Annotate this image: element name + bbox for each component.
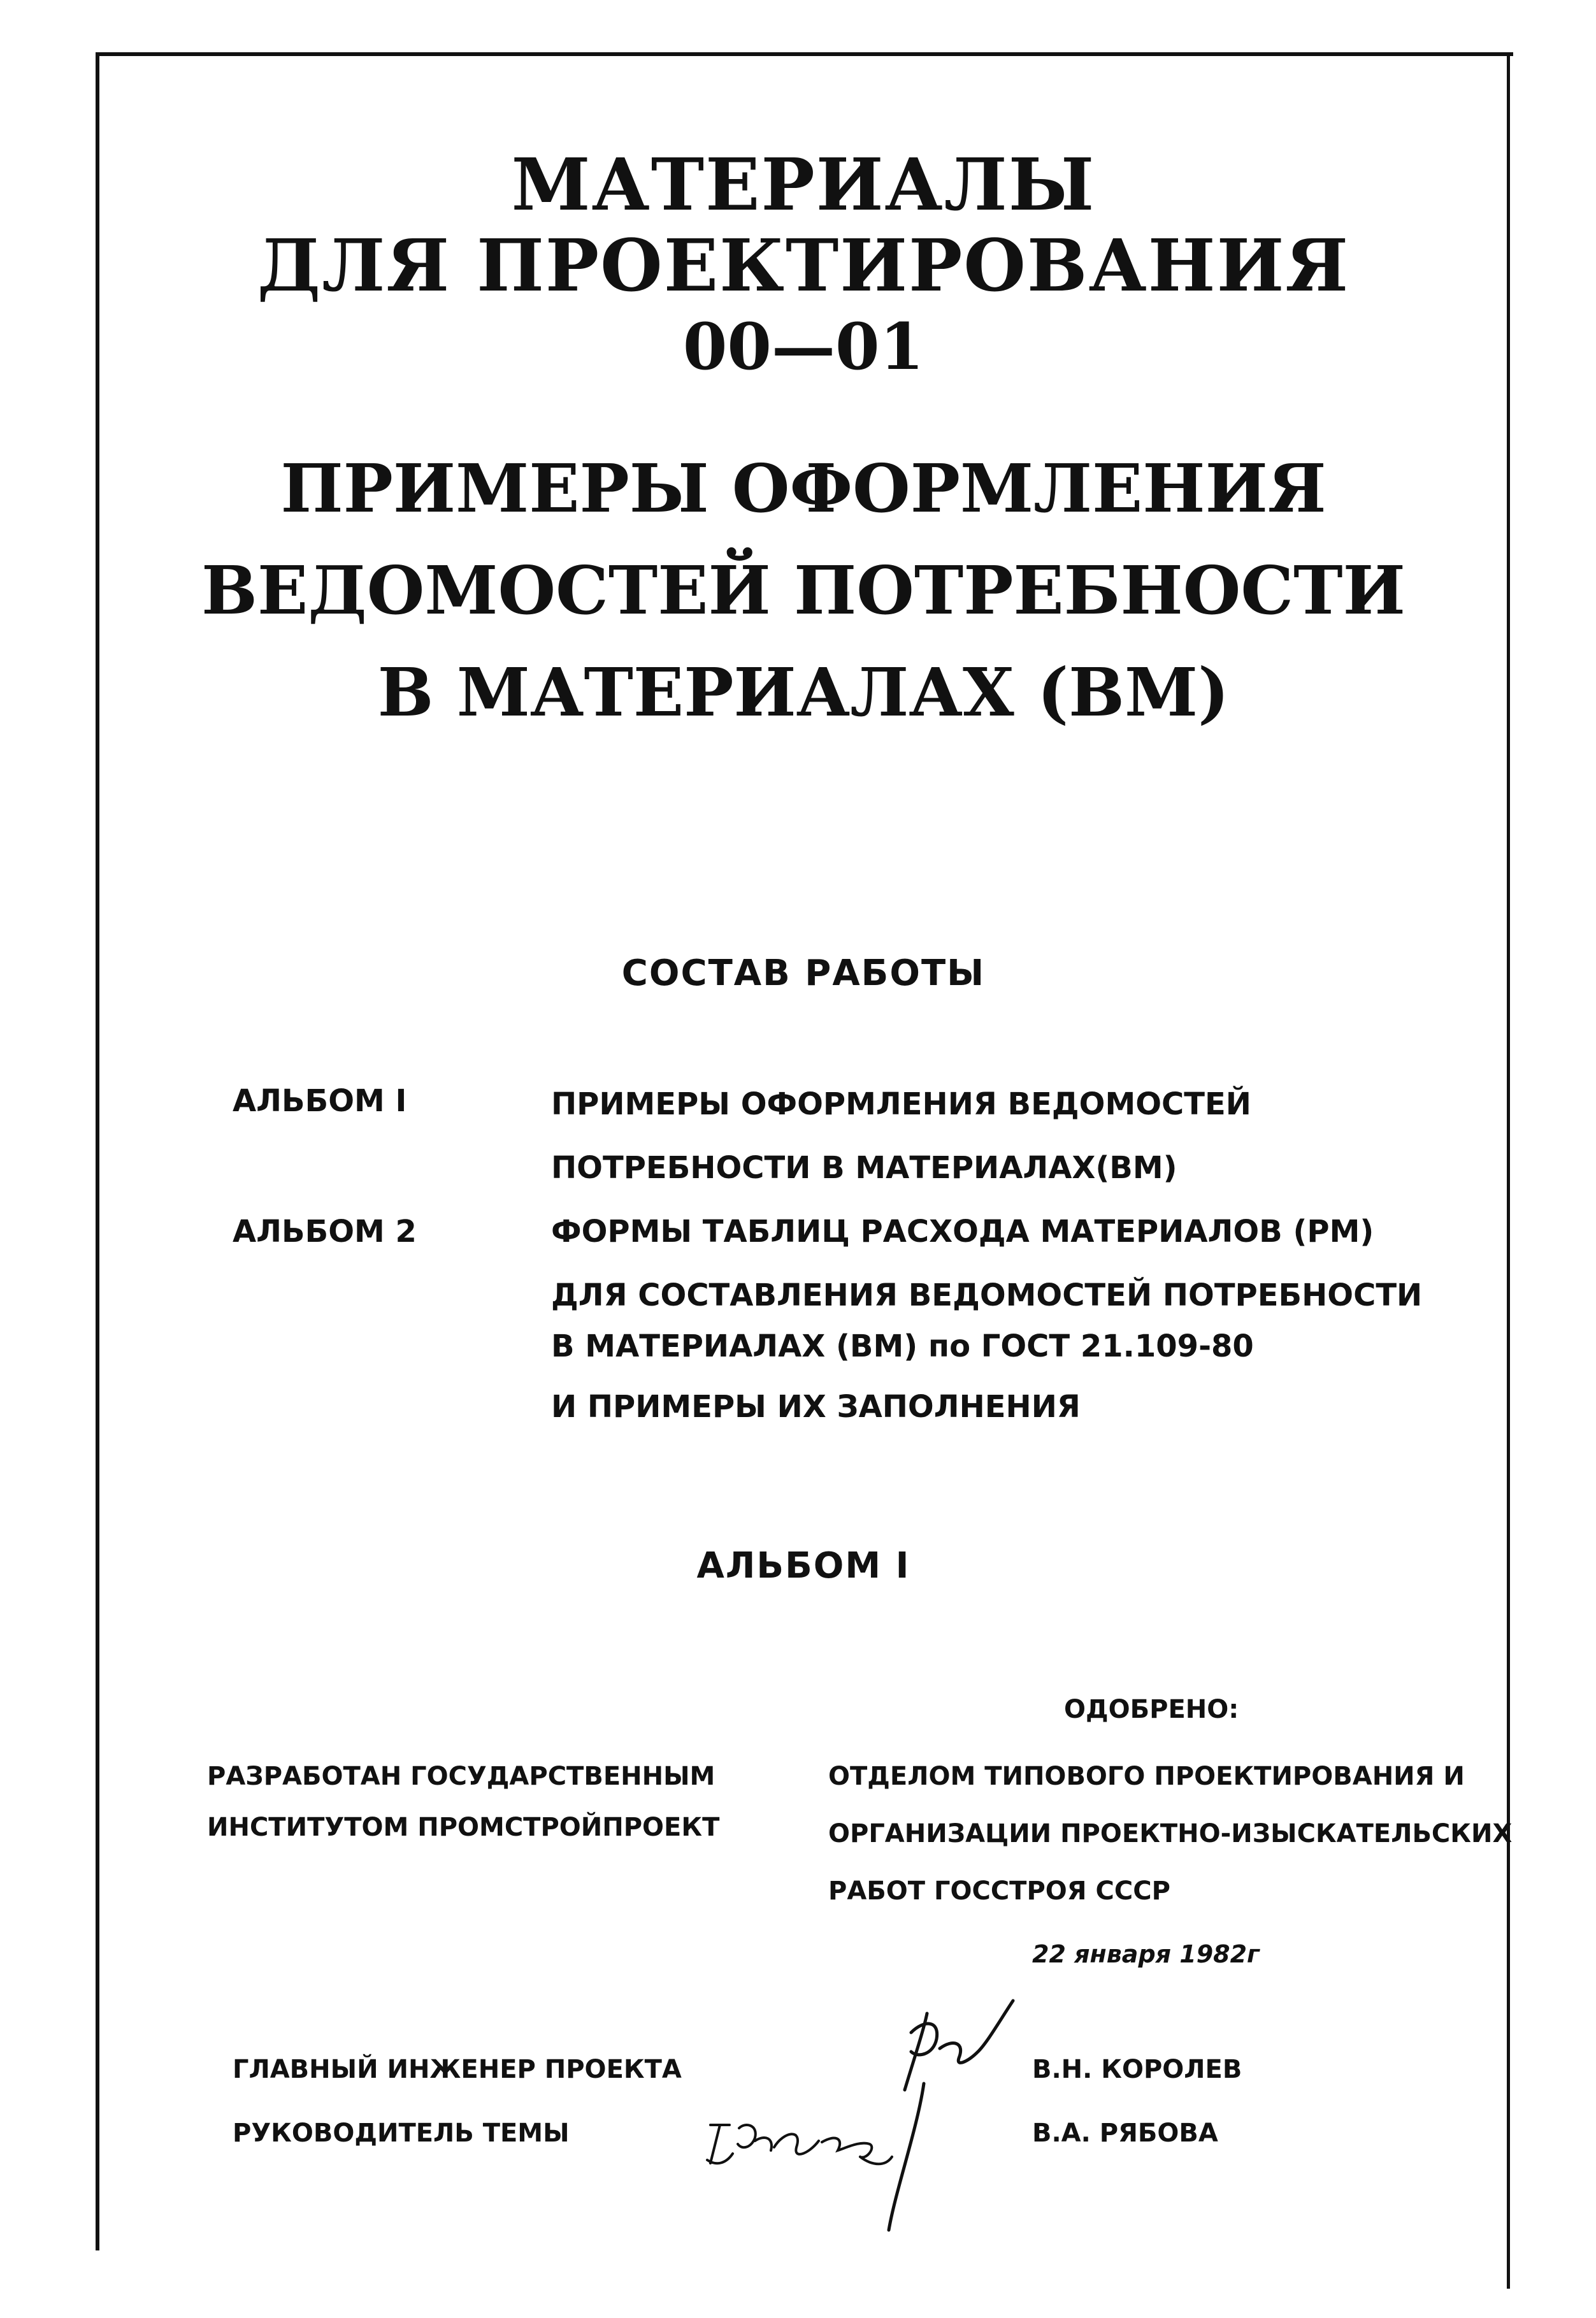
approval-line-2: ОРГАНИЗАЦИИ ПРОЕКТНО-ИЗЫСКАТЕЛЬСКИХ [828, 1819, 1513, 1848]
signature-name-1: В.Н. КОРОЛЕВ [1032, 2055, 1242, 2084]
album-1-line-2: ПОТРЕБНОСТИ В МАТЕРИАЛАХ(ВМ) [551, 1150, 1177, 1186]
album-1-label: АЛЬБОМ I [233, 1083, 407, 1119]
developer-line-2: ИНСТИТУТОМ ПРОМСТРОЙПРОЕКТ [207, 1813, 720, 1842]
frame-right-border [1507, 52, 1510, 2289]
approval-line-3: РАБОТ ГОССТРОЯ СССР [828, 1876, 1170, 1906]
album-2-label: АЛЬБОМ 2 [233, 1214, 417, 1249]
album-2-line-3: В МАТЕРИАЛАХ (ВМ) по ГОСТ 21.109-80 [551, 1328, 1254, 1364]
signature-role-1: ГЛАВНЫЙ ИНЖЕНЕР ПРОЕКТА [233, 2055, 682, 2084]
title-line-2: ДЛЯ ПРОЕКТИРОВАНИЯ [257, 224, 1350, 308]
current-album-heading: АЛЬБОМ I [696, 1545, 910, 1587]
signature-name-2: В.А. РЯБОВА [1032, 2119, 1218, 2148]
album-1-line-1: ПРИМЕРЫ ОФОРМЛЕНИЯ ВЕДОМОСТЕЙ [551, 1086, 1251, 1122]
handwritten-signature-topic-lead [701, 2103, 917, 2179]
approval-heading: ОДОБРЕНО: [1064, 1695, 1239, 1724]
subtitle-line-1: ПРИМЕРЫ ОФОРМЛЕНИЯ [280, 449, 1326, 528]
composition-heading: СОСТАВ РАБОТЫ [621, 953, 986, 994]
frame-top-border [96, 52, 1513, 56]
album-2-line-1: ФОРМЫ ТАБЛИЦ РАСХОДА МАТЕРИАЛОВ (РМ) [551, 1214, 1374, 1249]
developer-line-1: РАЗРАБОТАН ГОСУДАРСТВЕННЫМ [207, 1762, 715, 1791]
title-code: 00—01 [682, 309, 924, 384]
signature-role-2: РУКОВОДИТЕЛЬ ТЕМЫ [233, 2119, 570, 2148]
subtitle-line-3: В МАТЕРИАЛАХ (ВМ) [377, 653, 1230, 731]
approval-line-1: ОТДЕЛОМ ТИПОВОГО ПРОЕКТИРОВАНИЯ И [828, 1762, 1465, 1791]
title-line-1: МАТЕРИАЛЫ [511, 143, 1096, 227]
subtitle-line-2: ВЕДОМОСТЕЙ ПОТРЕБНОСТИ [201, 551, 1405, 630]
approval-date: 22 января 1982г [1032, 1940, 1260, 1968]
album-2-line-2: ДЛЯ СОСТАВЛЕНИЯ ВЕДОМОСТЕЙ ПОТРЕБНОСТИ [551, 1278, 1423, 1313]
album-2-line-4: И ПРИМЕРЫ ИХ ЗАПОЛНЕНИЯ [551, 1389, 1081, 1425]
